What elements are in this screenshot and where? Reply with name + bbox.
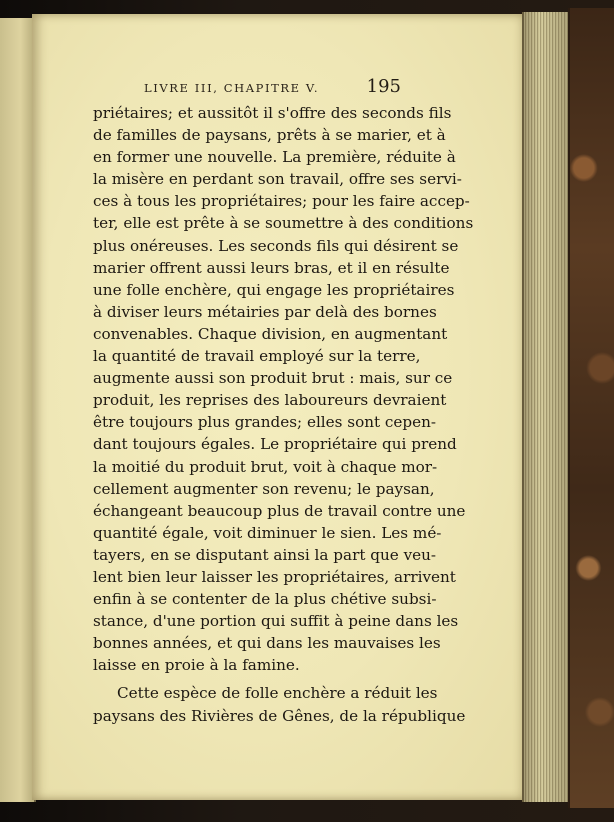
text-line: la misère en perdant son travail, offre ses servi- [93, 170, 462, 189]
text-line: ter, elle est prête à se soumettre à des conditions [93, 214, 474, 233]
body-text [93, 102, 474, 727]
text-line: la moitié du produit brut, voit à chaque mor- [93, 457, 438, 476]
text-line: priétaires; et aussitôt il s'offre des seconds fils [93, 104, 452, 122]
marbled-cover [568, 8, 614, 808]
page-number: 195 [366, 76, 401, 97]
running-head [92, 78, 407, 100]
text-line: dant toujours égales. Le propriétaire qui prend [93, 435, 457, 454]
text-line: augmente aussi son produit brut : mais, sur ce [93, 369, 453, 388]
text-line: à diviser leurs métairies par delà des bornes [93, 302, 437, 321]
text-line: convenables. Chaque division, en augmentant [93, 324, 448, 343]
paragraph-2 [93, 682, 466, 726]
text-line: plus onéreuses. Les seconds fils qui désirent se [93, 236, 459, 255]
text-line: tayers, en se disputant ainsi la part que veu- [93, 545, 437, 564]
text-line: de familles de paysans, prêts à se marier, et à [93, 126, 446, 145]
page-edges-shadow [522, 12, 568, 802]
text-line: bonnes années, et qui dans les mauvaises les [93, 634, 441, 653]
text-line: en former une nouvelle. La première, réduite à [93, 148, 456, 167]
text-line: stance, d'une portion qui suffit à peine dans les [93, 612, 459, 631]
facing-page-edge [0, 18, 36, 802]
text-line: Cette espèce de folle enchère a réduit les [117, 684, 438, 703]
text-line: paysans des Rivières de Gênes, de la république [93, 706, 466, 725]
text-line: laisse en proie à la famine. [93, 656, 300, 675]
text-line: la quantité de travail employé sur la terre, [93, 347, 421, 366]
text-line: être toujours plus grandes; elles sont cepen- [93, 413, 437, 432]
text-line: une folle enchère, qui engage les propriétaires [93, 280, 455, 299]
text-line: produit, les reprises des laboureurs devraient [93, 391, 447, 410]
text-line: échangeant beaucoup plus de travail contre une [93, 501, 466, 520]
text-line: ces à tous les propriétaires; pour les faire accep- [93, 192, 470, 211]
text-line: cellement augmenter son revenu; le paysan, [93, 479, 435, 498]
text-line: lent bien leur laisser les propriétaires, arrivent [93, 567, 456, 586]
text-line: enfin à se contenter de la plus chétive subsi- [93, 590, 437, 609]
running-title: LIVRE III, CHAPITRE V. [144, 81, 320, 95]
text-line: quantité égale, voit diminuer le sien. Les mé- [93, 523, 442, 542]
paragraph-1 [93, 102, 474, 676]
text-line: marier offrent aussi leurs bras, et il en résulte [93, 258, 450, 277]
